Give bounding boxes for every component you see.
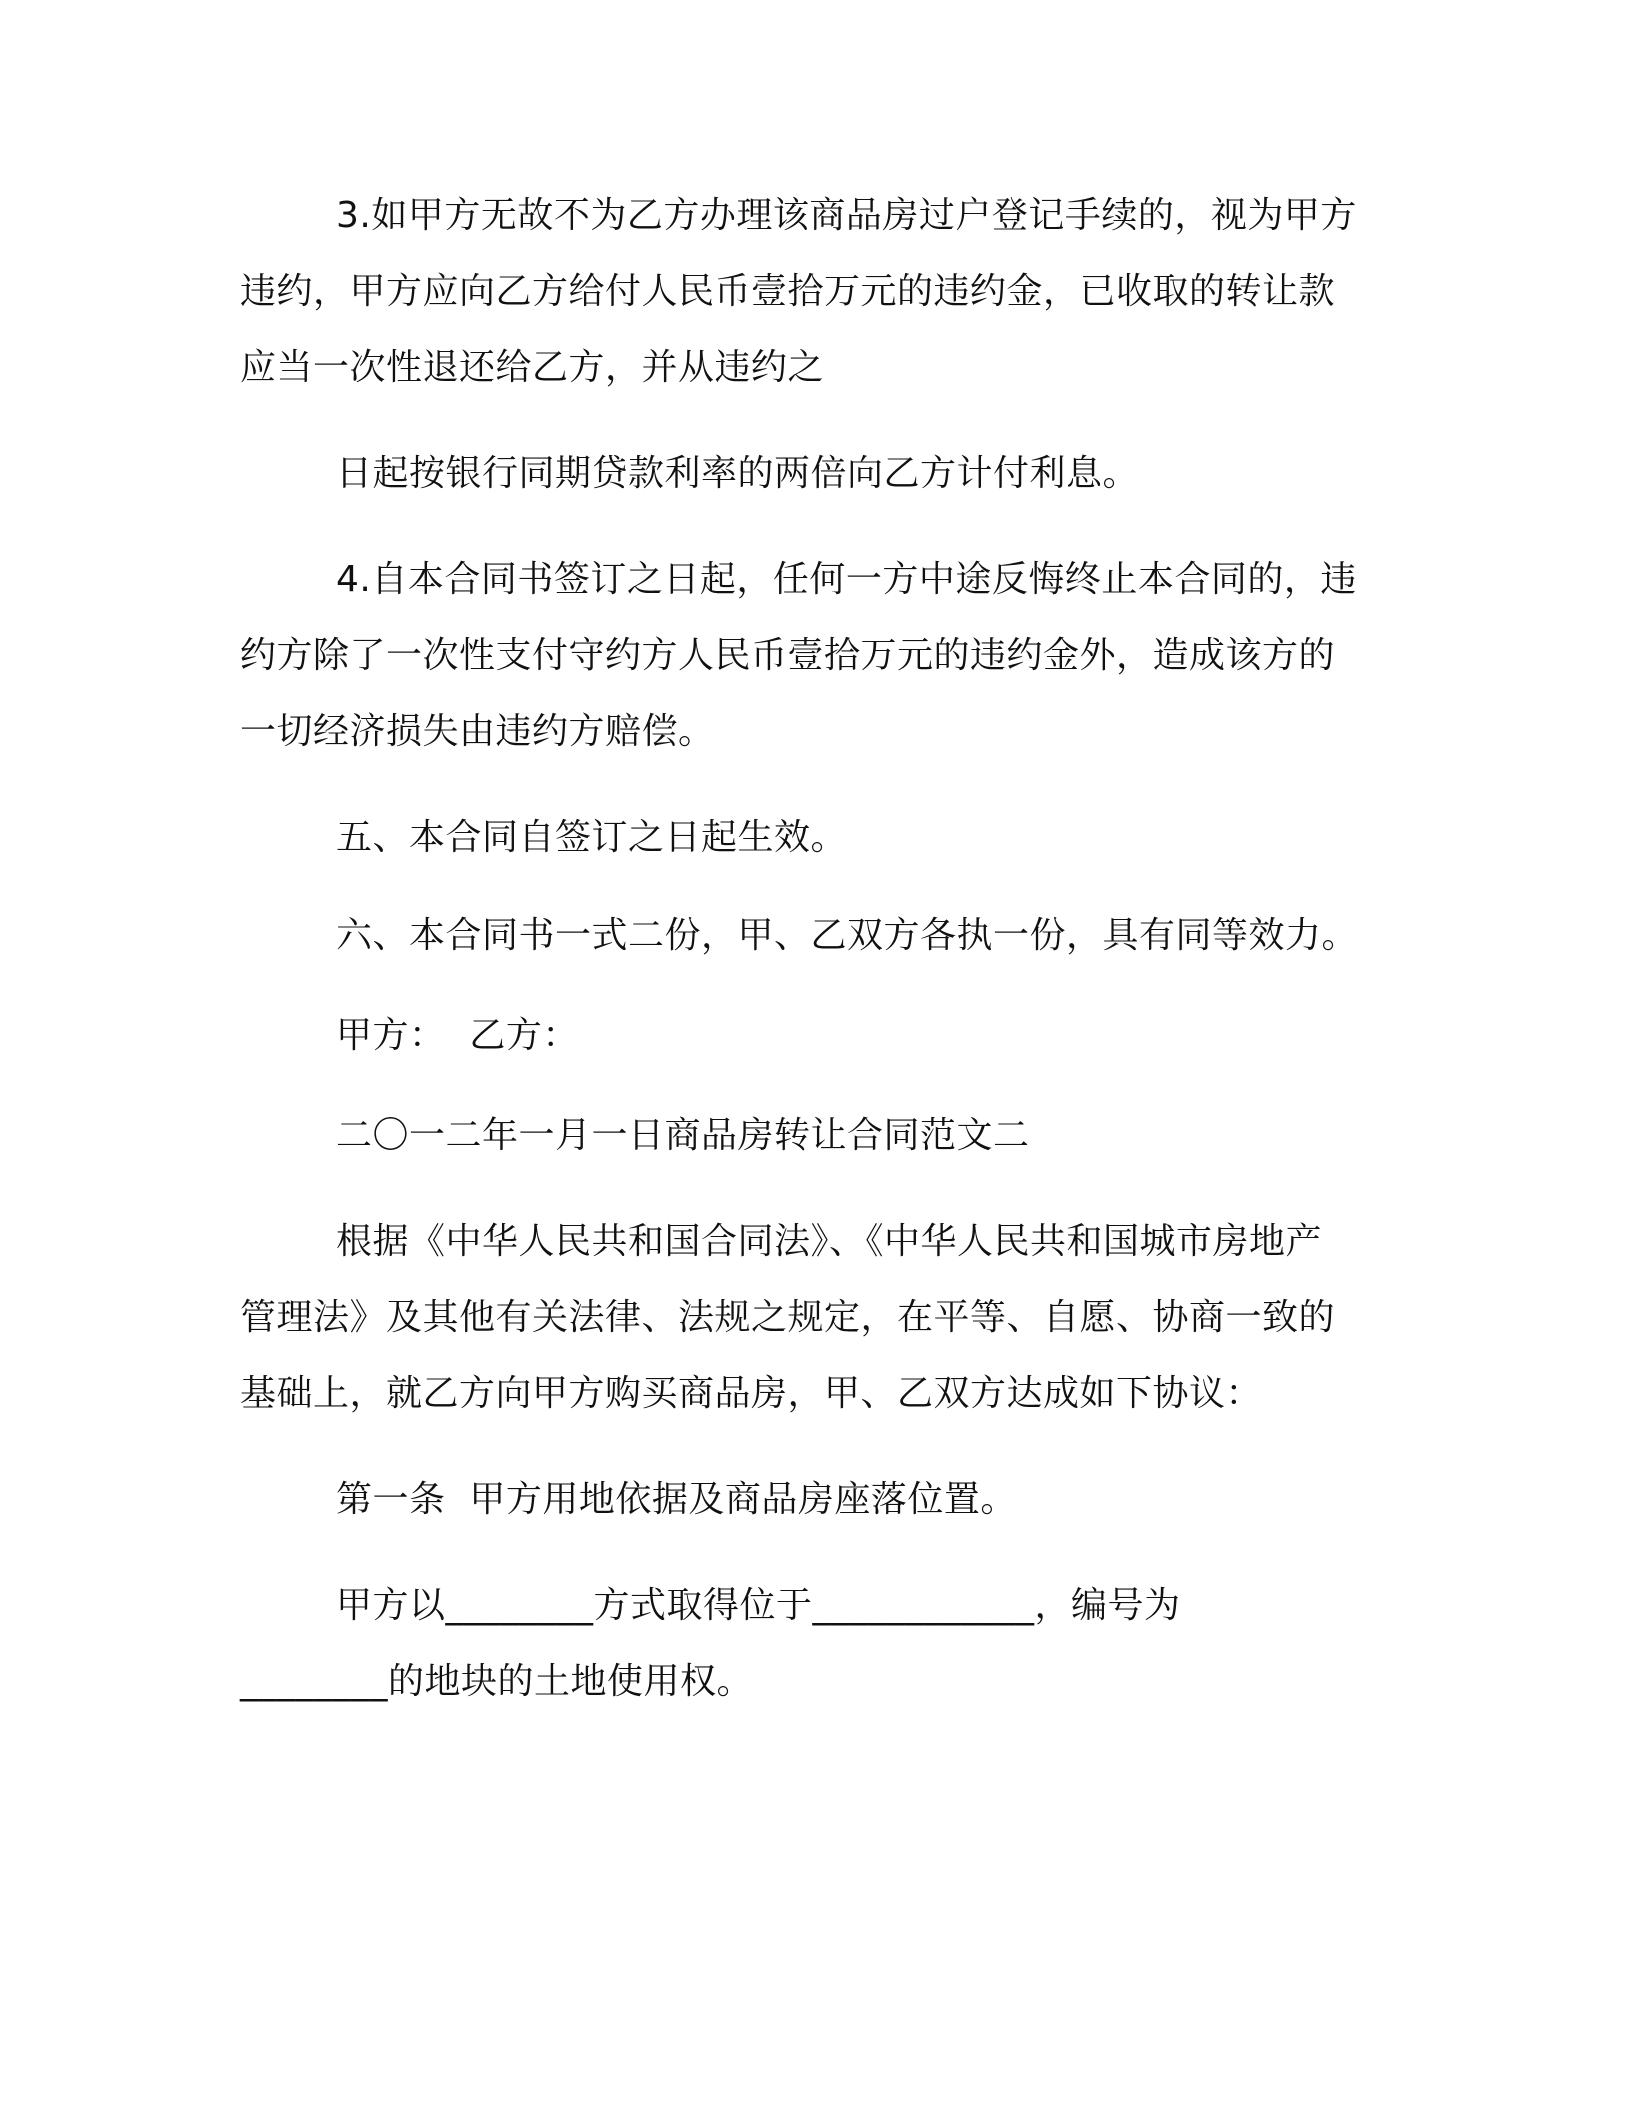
text-line: 第一条 甲方用地依据及商品房座落位置。: [336, 1479, 1017, 1520]
paragraph-breach-clause-3: [240, 178, 1370, 406]
text-line: ________的地块的土地使用权。: [240, 1661, 754, 1702]
text-line: 二〇一二年一月一日商品房转让合同范文二: [336, 1115, 1030, 1156]
text-line: 六、本合同书一式二份，甲、乙双方各执一份，具有同等效力。: [336, 915, 1359, 956]
text-line: 甲方以________方式取得位于____________，编号为: [336, 1585, 1181, 1626]
paragraph-interest-clause: [240, 436, 1370, 512]
text-line: 约方除了一次性支付守约方人民币壹拾万元的违约金外，造成该方的: [240, 635, 1336, 676]
text-line: 甲方： 乙方：: [336, 1015, 579, 1056]
text-line: 4.自本合同书签订之日起，任何一方中途反悔终止本合同的，违: [336, 559, 1357, 600]
text-line: 3.如甲方无故不为乙方办理该商品房过户登记手续的，视为甲方: [336, 195, 1357, 236]
paragraph-legal-basis: [240, 1204, 1370, 1432]
text-line: 管理法》及其他有关法律、法规之规定，在平等、自愿、协商一致的: [240, 1297, 1336, 1338]
text-line: 五、本合同自签订之日起生效。: [336, 817, 848, 858]
text-line: 基础上，就乙方向甲方购买商品房，甲、乙双方达成如下协议：: [240, 1373, 1263, 1414]
paragraph-breach-clause-4: [240, 542, 1370, 770]
signature-parties: [240, 998, 1370, 1074]
date-and-title: [240, 1098, 1370, 1174]
paragraph-effective-clause: [240, 800, 1370, 876]
text-line: 日起按银行同期贷款利率的两倍向乙方计付利息。: [336, 453, 1140, 494]
text-line: 根据《中华人民共和国合同法》、《中华人民共和国城市房地产: [336, 1221, 1323, 1262]
text-line: 一切经济损失由违约方赔偿。: [240, 711, 715, 752]
text-line: 应当一次性退还给乙方，并从违约之: [240, 347, 825, 388]
article-one-heading: [240, 1462, 1370, 1538]
text-line: 违约，甲方应向乙方给付人民币壹拾万元的违约金，已收取的转让款: [240, 271, 1336, 312]
paragraph-land-use-rights: [240, 1568, 1370, 1720]
paragraph-copies-clause: [240, 898, 1370, 974]
